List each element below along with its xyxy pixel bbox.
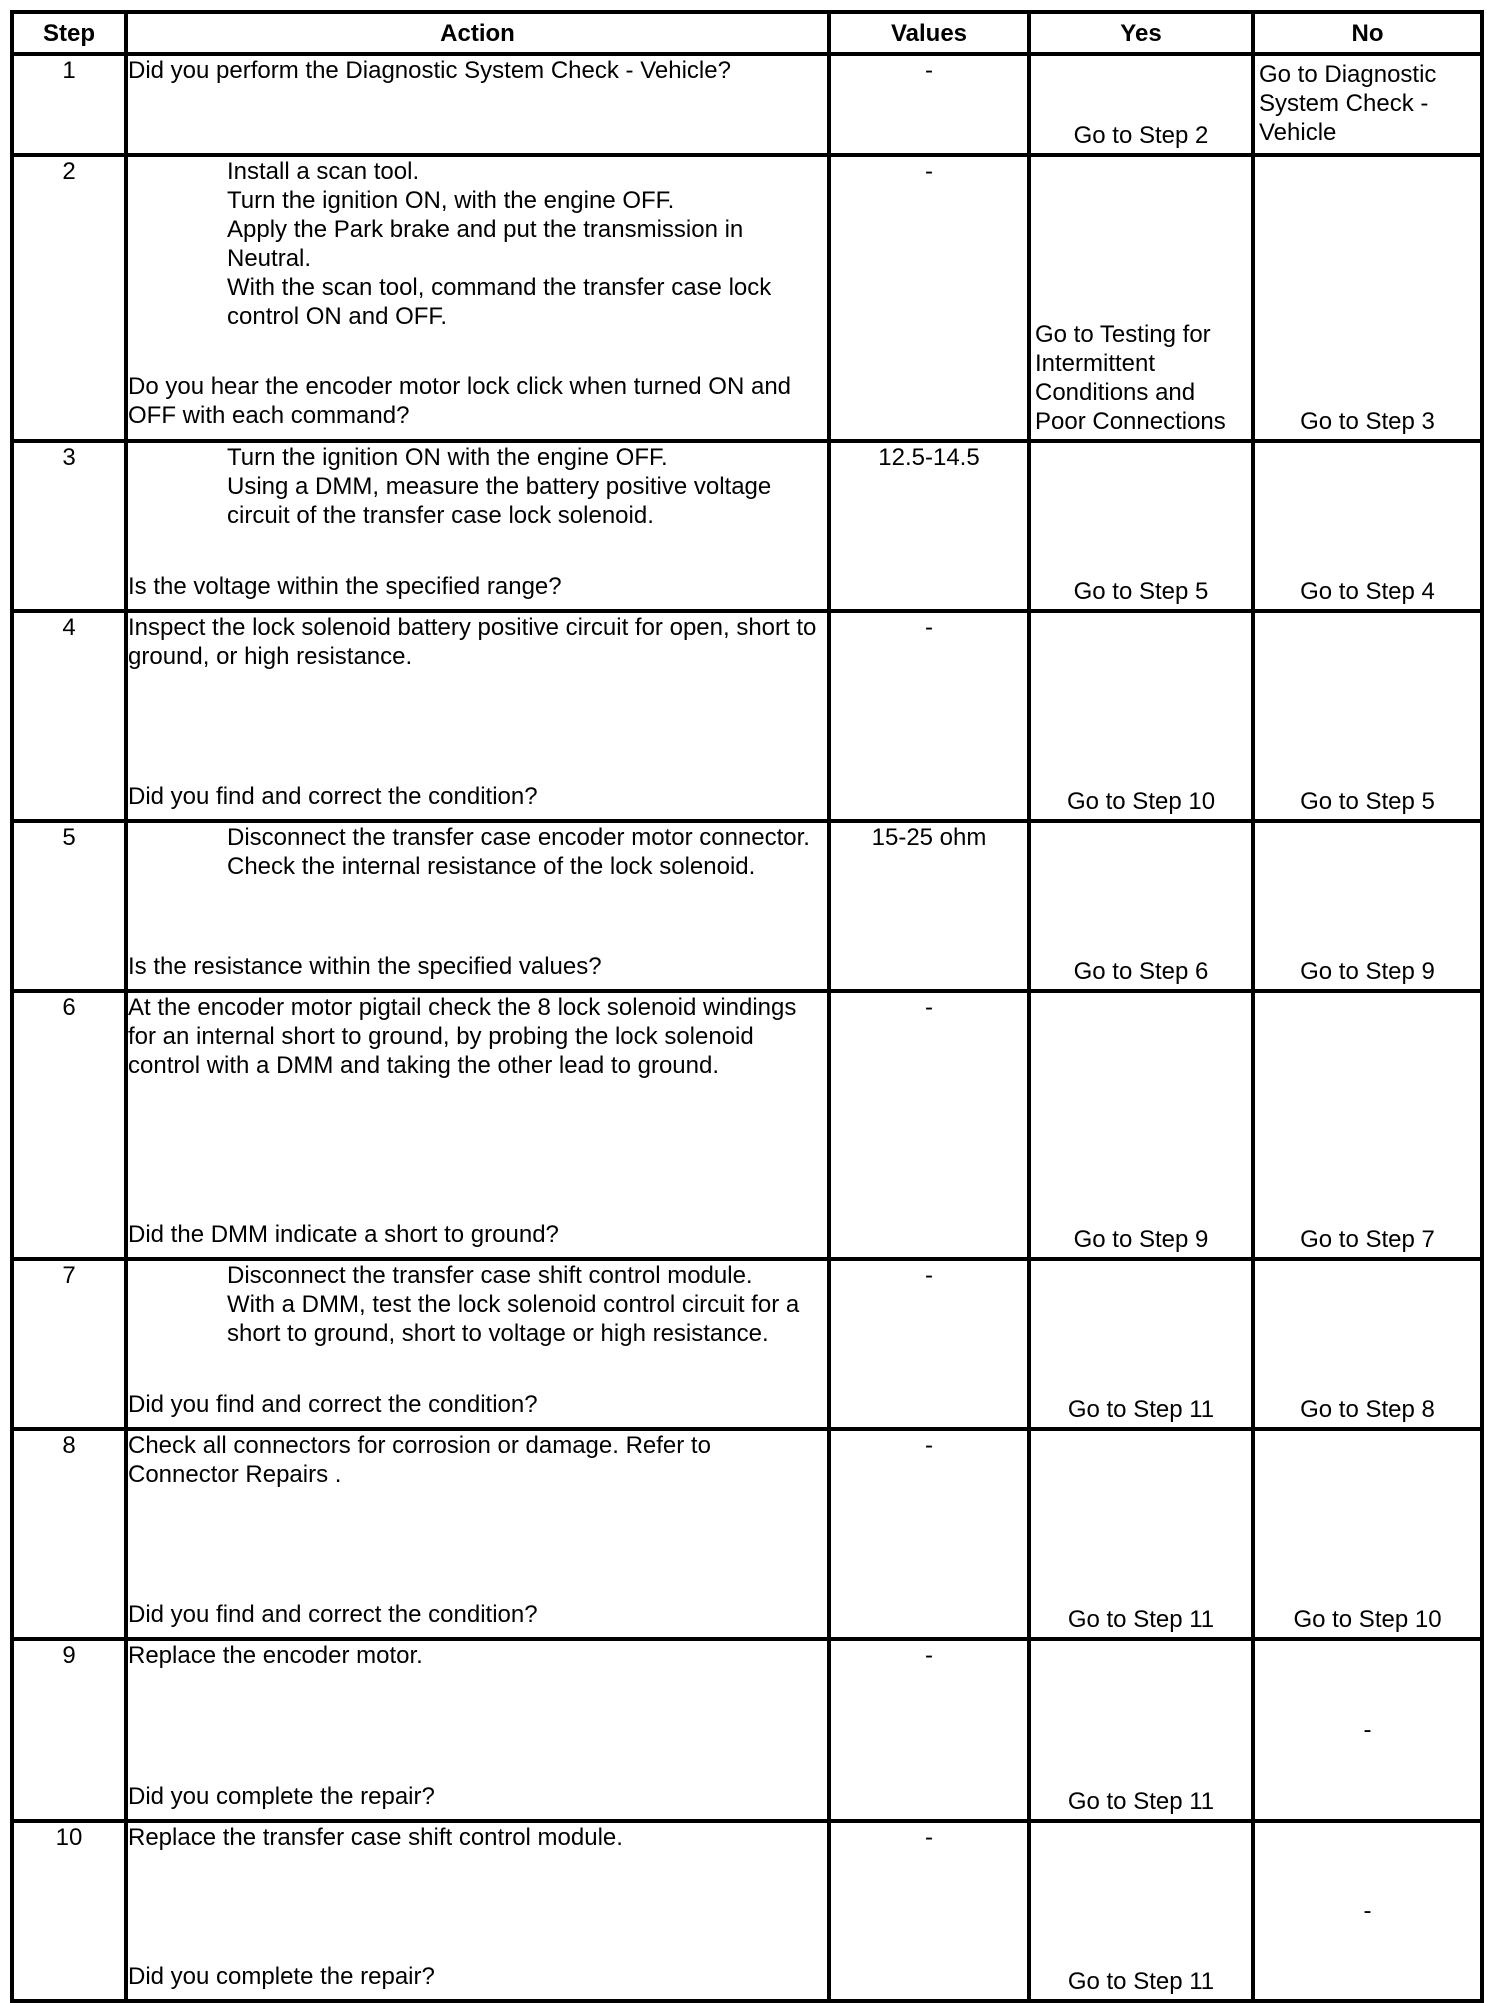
step-number: 8 — [12, 1429, 126, 1639]
action-question: Is the resistance within the specified values? — [128, 953, 602, 980]
header-yes: Yes — [1029, 12, 1253, 54]
yes-link[interactable]: Go to Step 11 — [1067, 1396, 1215, 1423]
action-cell — [126, 441, 829, 611]
no-cell — [1253, 1821, 1482, 2001]
diagnostic-table — [10, 10, 1484, 2003]
action-cell — [126, 155, 829, 441]
table-row — [12, 1639, 1482, 1821]
yes-link[interactable]: Go to Step 2 — [1073, 122, 1209, 149]
action-question: Is the voltage within the specified range? — [128, 573, 562, 600]
action-text: Replace the encoder motor. — [128, 1642, 423, 1669]
action-cell — [126, 611, 829, 821]
no-link[interactable]: Go to Step 5 — [1300, 788, 1435, 815]
action-text: Check all connectors for corrosion or damage. Refer to Connector Repairs . — [128, 1432, 711, 1488]
no-link[interactable]: Go to Step 4 — [1300, 578, 1435, 605]
no-cell — [1253, 155, 1482, 441]
action-step-line: With the scan tool, command the transfer case lock control ON and OFF. — [227, 274, 772, 330]
step-number: 1 — [12, 54, 126, 155]
step-number: 5 — [12, 821, 126, 991]
table-row — [12, 1429, 1482, 1639]
action-steps — [128, 823, 827, 881]
header-step: Step — [12, 12, 126, 54]
value-cell: - — [829, 1259, 1029, 1429]
yes-cell — [1029, 155, 1253, 441]
action-question: Did you complete the repair? — [128, 1963, 435, 1990]
yes-link[interactable]: Go to Testing for Intermittent Conditions and Poor Connections — [1035, 321, 1226, 435]
action-step-line: Apply the Park brake and put the transmission in Neutral. — [227, 216, 744, 272]
no-cell — [1253, 821, 1482, 991]
step-number: 4 — [12, 611, 126, 821]
no-link[interactable]: Go to Step 8 — [1300, 1396, 1435, 1423]
yes-cell — [1029, 1259, 1253, 1429]
action-step-line: With a DMM, test the lock solenoid control circuit for a short to ground, short to voltage or high resistance. — [227, 1291, 800, 1347]
no-cell — [1253, 441, 1482, 611]
action-question: Did you complete the repair? — [128, 1783, 435, 1810]
yes-cell — [1029, 991, 1253, 1259]
yes-cell — [1029, 1639, 1253, 1821]
value-cell: 12.5-14.5 — [829, 441, 1029, 611]
value-cell: - — [829, 155, 1029, 441]
table-row — [12, 1259, 1482, 1429]
value-cell: - — [829, 611, 1029, 821]
no-link[interactable]: Go to Diagnostic System Check - Vehicle — [1259, 61, 1437, 146]
action-cell — [126, 1429, 829, 1639]
yes-cell — [1029, 821, 1253, 991]
no-link[interactable]: Go to Step 7 — [1300, 1226, 1435, 1253]
action-step-line: Turn the ignition ON, with the engine OFF. — [227, 187, 675, 214]
no-cell — [1253, 991, 1482, 1259]
no-cell — [1253, 1429, 1482, 1639]
action-step-line: Check the internal resistance of the lock solenoid. — [227, 853, 756, 880]
header-no: No — [1253, 12, 1482, 54]
value-cell: - — [829, 54, 1029, 155]
yes-cell — [1029, 1429, 1253, 1639]
action-step-line: Disconnect the transfer case shift control module. — [227, 1262, 753, 1289]
action-step-line: Disconnect the transfer case encoder motor connector. — [227, 824, 810, 851]
table-row — [12, 991, 1482, 1259]
no-link[interactable]: Go to Step 9 — [1300, 958, 1435, 985]
no-link[interactable]: Go to Step 3 — [1300, 408, 1435, 435]
action-steps — [128, 157, 827, 331]
table-row — [12, 54, 1482, 155]
yes-link[interactable]: Go to Step 11 — [1067, 1788, 1215, 1815]
header-action: Action — [126, 12, 829, 54]
action-step-line: Turn the ignition ON with the engine OFF. — [227, 444, 668, 471]
action-cell — [126, 54, 829, 155]
yes-cell — [1029, 1821, 1253, 2001]
yes-link[interactable]: Go to Step 10 — [1066, 788, 1216, 815]
action-cell — [126, 821, 829, 991]
action-steps — [128, 1261, 827, 1348]
no-cell — [1253, 611, 1482, 821]
table-row — [12, 1821, 1482, 2001]
yes-link[interactable]: Go to Step 11 — [1067, 1968, 1215, 1995]
action-cell — [126, 1259, 829, 1429]
no-cell — [1253, 1639, 1482, 1821]
step-number: 2 — [12, 155, 126, 441]
step-number: 3 — [12, 441, 126, 611]
action-steps — [128, 443, 827, 530]
value-cell: - — [829, 1639, 1029, 1821]
no-value: - — [1363, 1897, 1372, 1925]
yes-link[interactable]: Go to Step 5 — [1073, 578, 1209, 605]
action-text: At the encoder motor pigtail check the 8 lock solenoid windings for an internal short to ground, by probing the lock solenoid control with a DMM and taking the other lead to ground. — [128, 994, 797, 1079]
action-step-line: Using a DMM, measure the battery positive voltage circuit of the transfer case lock solenoid. — [227, 473, 772, 529]
action-question: Do you hear the encoder motor lock click when turned ON and OFF with each command? — [128, 373, 792, 429]
no-cell — [1253, 1259, 1482, 1429]
yes-cell — [1029, 54, 1253, 155]
yes-cell — [1029, 441, 1253, 611]
action-text: Did you perform the Diagnostic System Check - Vehicle? — [128, 57, 731, 84]
no-value: - — [1363, 1716, 1372, 1744]
step-number: 6 — [12, 991, 126, 1259]
yes-link[interactable]: Go to Step 6 — [1073, 958, 1209, 985]
step-number: 7 — [12, 1259, 126, 1429]
action-question: Did the DMM indicate a short to ground? — [128, 1221, 559, 1248]
yes-link[interactable]: Go to Step 9 — [1073, 1226, 1209, 1253]
action-question: Did you find and correct the condition? — [128, 783, 538, 810]
table-row — [12, 155, 1482, 441]
value-cell: - — [829, 1821, 1029, 2001]
action-step-line: Install a scan tool. — [227, 158, 420, 185]
header-values: Values — [829, 12, 1029, 54]
table-row — [12, 441, 1482, 611]
action-cell — [126, 991, 829, 1259]
table-row — [12, 611, 1482, 821]
yes-link[interactable]: Go to Step 11 — [1067, 1606, 1215, 1633]
value-cell: - — [829, 1429, 1029, 1639]
action-question: Did you find and correct the condition? — [128, 1391, 538, 1418]
step-number: 10 — [12, 1821, 126, 2001]
step-number: 9 — [12, 1639, 126, 1821]
table-row — [12, 821, 1482, 991]
action-cell — [126, 1639, 829, 1821]
action-text: Inspect the lock solenoid battery positive circuit for open, short to ground, or high resistance. — [128, 614, 817, 670]
no-link[interactable]: Go to Step 10 — [1293, 1606, 1442, 1633]
value-cell: 15-25 ohm — [829, 821, 1029, 991]
header-row — [12, 12, 1482, 54]
action-question: Did you find and correct the condition? — [128, 1601, 538, 1628]
yes-cell — [1029, 611, 1253, 821]
value-cell: - — [829, 991, 1029, 1259]
action-cell — [126, 1821, 829, 2001]
action-text: Replace the transfer case shift control module. — [128, 1824, 623, 1851]
no-cell — [1253, 54, 1482, 155]
